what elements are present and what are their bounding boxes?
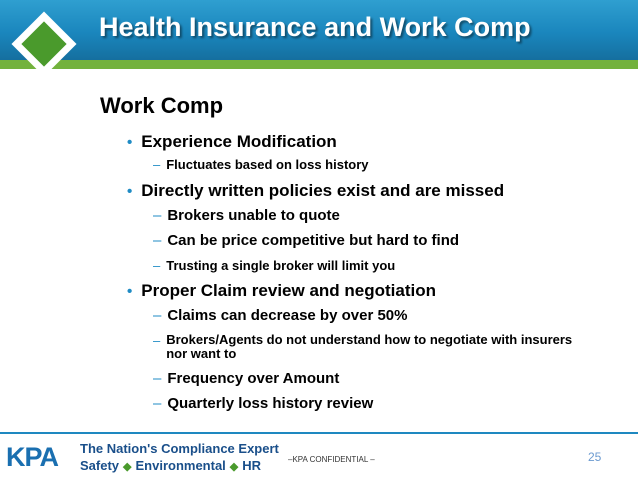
bullet-dot-icon: • (127, 183, 133, 200)
bullet-dot-icon: • (127, 283, 133, 300)
dash-icon: – (153, 258, 161, 273)
bullet-claim-review: • Proper Claim review and negotiation (127, 281, 436, 300)
slide-title: Health Insurance and Work Comp (99, 12, 531, 42)
sub-bullet: – Fluctuates based on loss history (153, 157, 369, 172)
dash-icon: – (153, 395, 162, 412)
green-diamond-icon: ◆ (123, 461, 132, 473)
dash-icon: – (153, 370, 162, 387)
sub-bullet: – Brokers/Agents do not understand how to negotiate with insurers nor want to (153, 332, 573, 361)
kpa-logo: KPA (6, 442, 59, 472)
dash-icon: – (153, 157, 161, 172)
dash-icon: – (153, 333, 161, 348)
sub-bullet: – Can be price competitive but hard to find (153, 232, 460, 249)
footer-divider (0, 432, 638, 434)
sub-bullet: – Frequency over Amount (153, 370, 340, 387)
sub-bullet: – Brokers unable to quote (153, 207, 340, 224)
confidential-label: –KPA CONFIDENTIAL – (288, 455, 375, 464)
dash-icon: – (153, 307, 162, 324)
slide-heading: Work Comp (100, 93, 224, 118)
dash-icon: – (153, 232, 162, 249)
footer-areas: Safety ◆ Environmental ◆ HR (80, 458, 262, 473)
bullet-directly-written: • Directly written policies exist and are missed (127, 181, 505, 200)
sub-bullet: – Trusting a single broker will limit you (153, 258, 396, 273)
sub-bullet: – Claims can decrease by over 50% (153, 307, 408, 324)
green-diamond-icon: ◆ (229, 461, 239, 473)
bullet-experience-modification: • Experience Modification (127, 132, 337, 151)
bullet-dot-icon: • (127, 134, 133, 151)
dash-icon: – (153, 207, 162, 224)
footer-tagline: The Nation's Compliance Expert (80, 441, 279, 456)
sub-bullet: – Quarterly loss history review (153, 395, 374, 412)
page-number: 25 (588, 450, 602, 464)
